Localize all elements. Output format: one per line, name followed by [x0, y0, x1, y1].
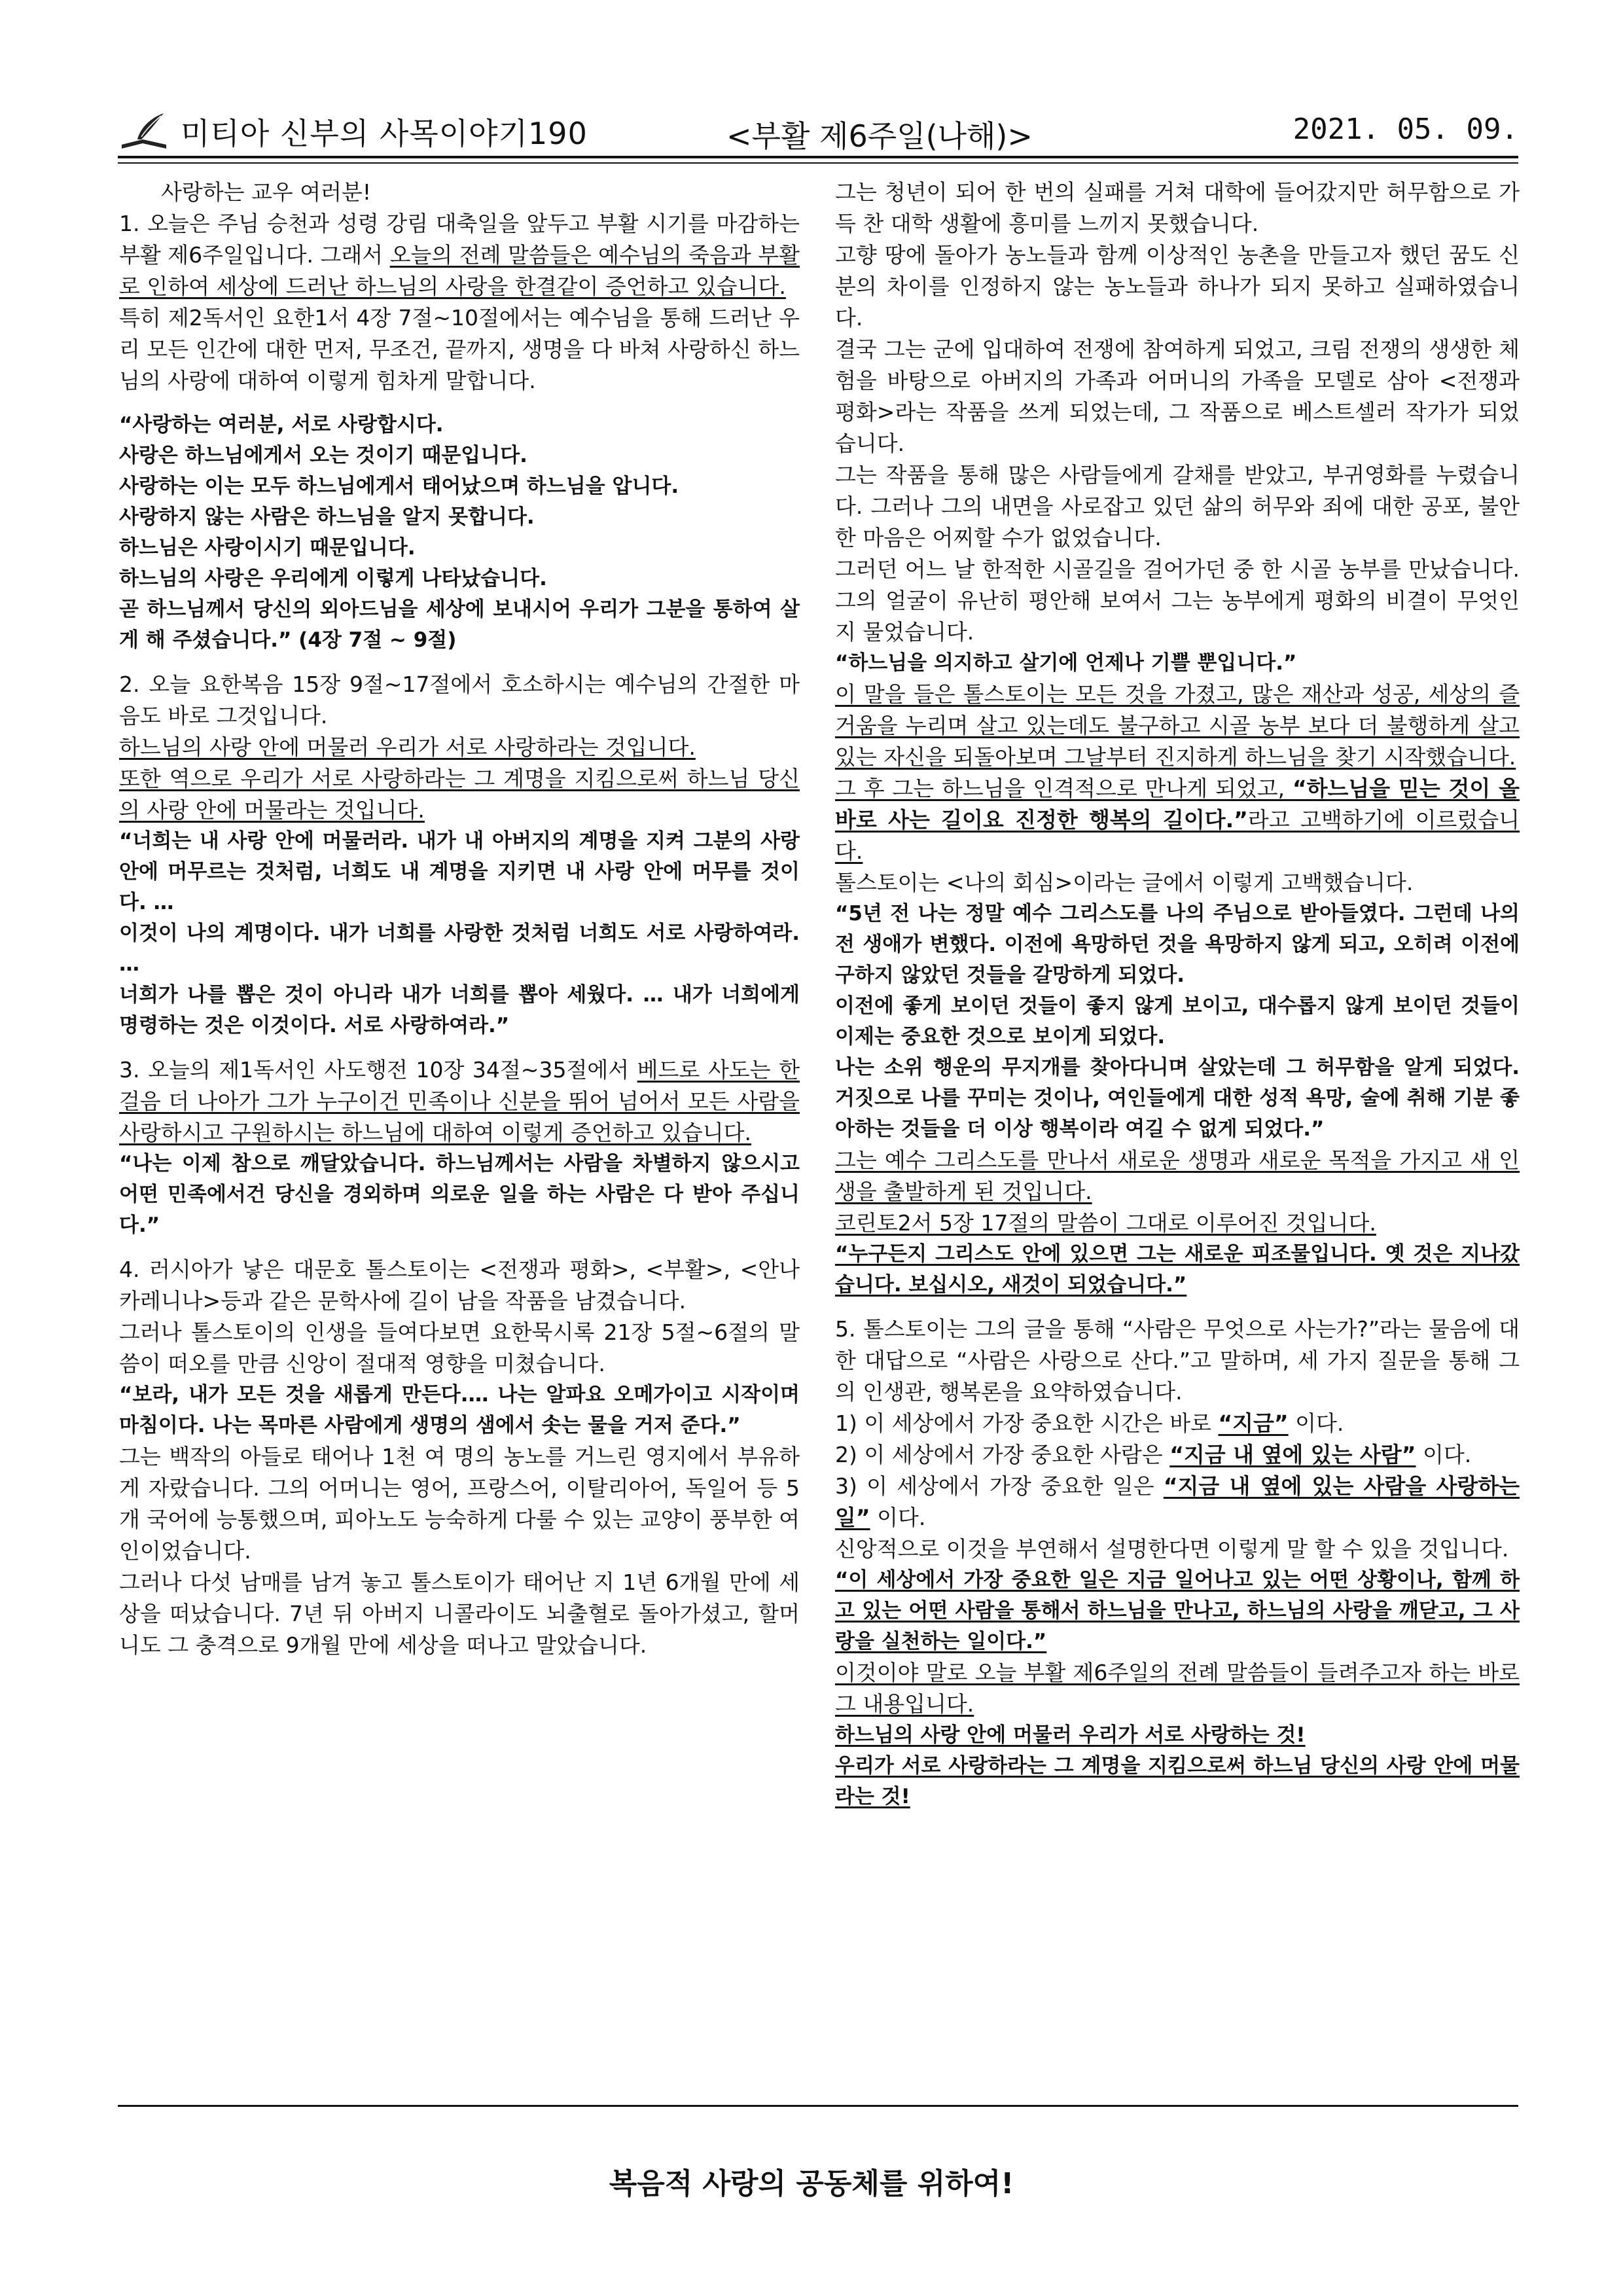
quote-2-line-2: 이것이 나의 계명이다. 내가 너희를 사랑한 것처럼 너희도 서로 사랑하여라. … — [119, 922, 800, 976]
question-1-answer: “지금” — [1218, 1410, 1289, 1436]
right-paragraph-6: 이 말을 들은 톨스토이는 모든 것을 가졌고, 많은 재산과 성공, 세상의 즐거움을 누리며 살고 있는데도 불구하고 시골 농부 보다 더 불행하게 살고 있는 자신을 되돌아보며 그날부터 진지하게 하느님을 찾기 시작했습니다. — [835, 681, 1520, 770]
right-paragraph-10: 코린토2서 5장 17절의 말씀이 그대로 이루어진 것입니다. — [835, 1210, 1376, 1236]
paragraph-9: 그는 백작의 아들로 태어나 1천 여 명의 농노를 거느린 영지에서 부유하게 자랐습니다. 그의 어머니는 영어, 프랑스어, 이탈리아어, 독일어 등 5개 국어에 능통했으며, 피아노도 능숙하게 다룰 수 있는 교양이 풍부한 여인이었습니다. — [119, 1444, 800, 1564]
question-3-answer: “지금 내 옆에 있는 사람을 사랑하는 일” — [835, 1473, 1520, 1530]
question-1-end: 이다. — [1295, 1410, 1344, 1436]
paragraph-10: 그러나 다섯 남매를 남겨 놓고 톨스토이가 태어난 지 1년 6개월 만에 세상을 떠났습니다. 7년 뒤 아버지 니콜라이도 뇌출혈로 돌아가셨고, 할머니도 그 충격으로 9개월 만에 세상을 떠나고 말았습니다. — [119, 1570, 800, 1658]
header-rule — [118, 156, 1518, 158]
header-left — [118, 110, 588, 153]
quote-1-line-7: 곧 하느님께서 당신의 외아드님을 세상에 보내시어 우리가 그분을 통하여 살게 해 주셨습니다.” (4장 7절 ~ 9절) — [119, 598, 800, 652]
right-paragraph-7-text: 그 후 그는 하느님을 인격적으로 만나게 되었고, — [835, 776, 1293, 801]
right-paragraph-7-end: 라고 고백하기에 이르렀습니다. — [835, 807, 1520, 864]
corinthians-quote: “누구든지 그리스도 안에 있으면 그는 새로운 피조물입니다. 옛 것은 지나갔습니다. 보십시오, 새것이 되었습니다.” — [835, 1242, 1520, 1297]
bulletin-title: 미티아 신부의 사목이야기190 — [181, 116, 588, 151]
quote-1-line-5: 하느님은 사랑이시기 때문입니다. — [119, 536, 416, 560]
closing-line-2: 우리가 서로 사랑하라는 그 계명을 지킴으로써 하느님 당신의 사랑 안에 머물라는 것! — [835, 1754, 1520, 1808]
question-3-text: 3) 이 세상에서 가장 중요한 일은 — [835, 1473, 1164, 1499]
closing-line-1: 하느님의 사랑 안에 머물러 우리가 서로 사랑하는 것! — [835, 1723, 1306, 1747]
paragraph-1-underlined: 오늘의 전례 말씀들은 예수님의 죽음과 부활로 인하여 세상에 드러난 하느님의 사랑을 한결같이 증언하고 있습니다. — [119, 242, 800, 299]
issue-date: 2021. 05. 09. — [1293, 113, 1518, 146]
paragraph-3: 2. 오늘 요한복음 15장 9절~17절에서 호소하시는 예수님의 간절한 마음도 바로 그것입니다. — [119, 672, 800, 728]
quote-2-line-3: 너희가 나를 뽑은 것이 아니라 내가 너희를 뽑아 세웠다. … 내가 너희에게 명령하는 것은 이것이다. 서로 사랑하여라.” — [119, 983, 800, 1037]
paragraph-8: 그러나 톨스토이의 인생을 들여다보면 요한묵시록 21장 5절~6절의 말씀이 떠오를 만큼 신앙이 절대적 영향을 미쳤습니다. — [119, 1319, 800, 1376]
paragraph-6-text: 3. 오늘의 제1독서인 사도행전 10장 34절~35절에서 — [119, 1057, 637, 1083]
quote-1-line-6: 하느님의 사랑은 우리에게 이렇게 나타났습니다. — [119, 567, 547, 590]
right-paragraph-3: 결국 그는 군에 입대하여 전쟁에 참여하게 되었고, 크림 전쟁의 생생한 체험을 바탕으로 아버지의 가족과 어머니의 가족을 모델로 삼아 <전쟁과 평화>라는 작품을 쓰게 되었는데, 그 작품으로 베스트셀러 작가가 되었습니다. — [835, 336, 1520, 456]
question-1 — [835, 1408, 1520, 1439]
paragraph-5: 또한 역으로 우리가 서로 사랑하라는 그 계명을 지킴으로써 하느님 당신의 사랑 안에 머물라는 것입니다. — [119, 766, 800, 823]
confession-quote-line-2: 이전에 좋게 보이던 것들이 좋지 않게 보이고, 대수롭지 않게 보이던 것들이 이제는 중요한 것으로 보이게 되었다. — [835, 994, 1520, 1049]
right-paragraph-11: 5. 톨스토이는 그의 글을 통해 “사람은 무엇으로 사는가?”라는 물음에 대한 대답으로 “사람은 사랑으로 산다.”고 말하며, 세 가지 질문을 통해 그의 인생관, 행복론을 요약하였습니다. — [835, 1316, 1520, 1405]
question-3 — [835, 1471, 1520, 1534]
quote-4: “보라, 내가 모든 것을 새롭게 만든다.… 나는 알파요 오메가이고 시작이며 마침이다. 나는 목마른 사람에게 생명의 샘에서 솟는 물을 거저 준다.” — [119, 1383, 800, 1437]
confession-quote-line-1: “5년 전 나는 정말 예수 그리스도를 나의 주님으로 받아들였다. 그런데 나의 전 생애가 변했다. 이전에 욕망하던 것을 욕망하지 않게 되고, 오히려 이전에 구하지 않았던 것들을 갈망하게 되었다. — [835, 902, 1520, 987]
quote-1-line-2: 사랑은 하느님에게서 오는 것이기 때문입니다. — [119, 444, 527, 467]
question-2 — [835, 1439, 1520, 1471]
right-paragraph-9: 그는 예수 그리스도를 만나서 새로운 생명과 새로운 목적을 가지고 새 인생을 출발하게 된 것입니다. — [835, 1147, 1520, 1204]
faith-quote: “이 세상에서 가장 중요한 일은 지금 일어나고 있는 어떤 상황이나, 함께 하고 있는 어떤 사람을 통해서 하느님을 만나고, 하느님의 사랑을 깨닫고, 그 사랑을 실천하는 일이다.” — [835, 1568, 1520, 1653]
question-2-end: 이다. — [1422, 1442, 1472, 1467]
confession-quote-line-3: 나는 소위 행운의 무지개를 찾아다니며 살았는데 그 허무함을 알게 되었다. 거짓으로 나를 꾸미는 것이나, 여인들에게 대한 성적 욕망, 술에 취해 기분 좋아하는 것들을 더 이상 행복이라 여길 수 없게 되었다.” — [835, 1056, 1520, 1141]
question-3-end: 이다. — [877, 1505, 926, 1530]
paragraph-1 — [119, 208, 800, 302]
footer-rule — [118, 2105, 1518, 2107]
liturgical-day: <부활 제6주일(나해)> — [726, 118, 1033, 154]
right-paragraph-16: 이것이야 말로 오늘 부활 제6주일의 전례 말씀들이 들려주고자 하는 바로 그 내용입니다. — [835, 1660, 1520, 1717]
greeting: 사랑하는 교우 여러분! — [161, 179, 372, 205]
right-paragraph-7 — [835, 773, 1520, 867]
question-2-answer: “지금 내 옆에 있는 사람” — [1169, 1442, 1416, 1467]
right-paragraph-4: 그는 작품을 통해 많은 사람들에게 갈채를 받았고, 부귀영화를 누렸습니다. 그러나 그의 내면을 사로잡고 있던 삶의 허무와 죄에 대한 공포, 불안한 마음은 어찌할 수가 없었습니다. — [835, 462, 1520, 550]
paragraph-1-text: 1. 오늘은 주님 승천과 성령 강림 대축일을 앞두고 부활 시기를 마감하는 부활 제6주일입니다. 그래서 — [119, 211, 800, 268]
quote-2-line-1: “너희는 내 사랑 안에 머물러라. 내가 내 아버지의 계명을 지켜 그분의 사랑 안에 머무르는 것처럼, 너희도 내 계명을 지키면 내 사랑 안에 머무를 것이다. … — [119, 829, 800, 914]
paragraph-2: 특히 제2독서인 요한1서 4장 7절~10절에서는 예수님을 통해 드러난 우리 모든 인간에 대한 먼저, 무조건, 끝까지, 생명을 다 바쳐 사랑하신 하느님의 사랑에 대하여 이렇게 힘차게 말합니다. — [119, 305, 800, 393]
left-column — [119, 177, 800, 1661]
quill-book-icon — [118, 111, 171, 152]
paragraph-7: 4. 러시아가 낳은 대문호 톨스토이는 <전쟁과 평화>, <부활>, <안나 카레니나>등과 같은 문학사에 길이 남을 작품을 남겼습니다. — [119, 1257, 800, 1314]
right-paragraph-1: 그는 청년이 되어 한 번의 실패를 거쳐 대학에 들어갔지만 허무함으로 가득 찬 대학 생활에 흥미를 느끼지 못했습니다. — [835, 179, 1520, 236]
right-paragraph-8: 톨스토이는 <나의 회심>이라는 글에서 이렇게 고백했습니다. — [835, 870, 1414, 895]
quote-1-line-3: 사랑하는 이는 모두 하느님에게서 태어났으며 하느님을 압니다. — [119, 475, 679, 498]
right-column — [835, 177, 1520, 1812]
paragraph-6 — [119, 1054, 800, 1149]
right-paragraph-7-quote: “하느님을 믿는 것이 올바로 사는 길이요 진정한 행복의 길이다.” — [835, 776, 1520, 833]
right-paragraph-5: 그러던 어느 날 한적한 시골길을 걸어가던 중 한 시골 농부를 만났습니다. 그의 얼굴이 유난히 평안해 보여서 그는 농부에게 평화의 비결이 무엇인지 물었습니다. — [835, 556, 1520, 645]
farmer-quote: “하느님을 의지하고 살기에 언제나 기쁠 뿐입니다.” — [835, 651, 1297, 675]
header-rule-thin — [118, 162, 1518, 164]
right-paragraph-15: 신앙적으로 이것을 부연해서 설명한다면 이렇게 말 할 수 있을 것입니다. — [835, 1536, 1509, 1562]
paragraph-6-underlined: 베드로 사도는 한걸음 더 나아가 그가 누구이건 민족이나 신분을 뛰어 넘어서 모든 사람을 사랑하시고 구원하시는 하느님에 대하여 이렇게 증언하고 있습니다. — [119, 1057, 800, 1145]
question-2-text: 2) 이 세상에서 가장 중요한 사람은 — [835, 1442, 1170, 1467]
footer-motto: 복음적 사랑의 공동체를 위하여! — [609, 2167, 1014, 2200]
paragraph-4: 하느님의 사랑 안에 머물러 우리가 서로 사랑하라는 것입니다. — [119, 734, 696, 760]
quote-1-line-1: “사랑하는 여러분, 서로 사랑합시다. — [119, 413, 444, 437]
quote-1-line-4: 사랑하지 않는 사람은 하느님을 알지 못합니다. — [119, 505, 535, 529]
quote-3: “나는 이제 참으로 깨달았습니다. 하느님께서는 사람을 차별하지 않으시고 어떤 민족에서건 당신을 경외하며 의로운 일을 하는 사람은 다 받아 주십니다.” — [119, 1152, 800, 1237]
page-header — [118, 98, 1518, 157]
right-paragraph-2: 고향 땅에 돌아가 농노들과 함께 이상적인 농촌을 만들고자 했던 꿈도 신분의 차이를 인정하지 않는 농노들과 하나가 되지 못하고 실패하였습니다. — [835, 242, 1520, 331]
question-1-text: 1) 이 세상에서 가장 중요한 시간은 바로 — [835, 1410, 1219, 1436]
